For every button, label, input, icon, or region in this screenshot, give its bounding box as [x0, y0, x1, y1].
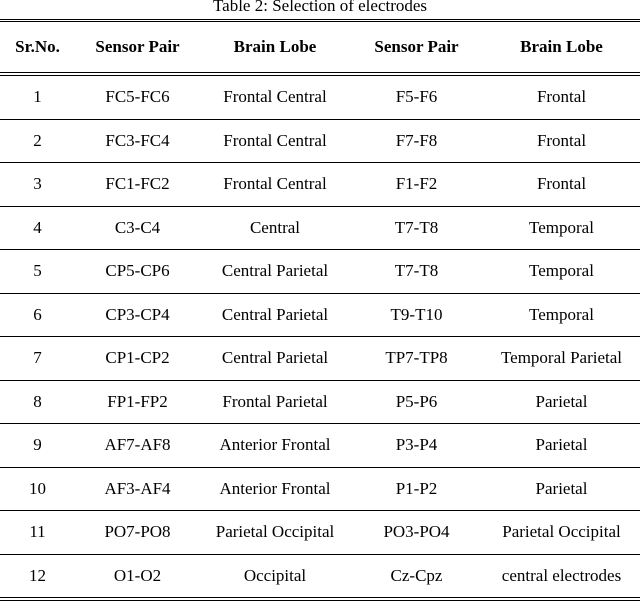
- header-brain-lobe-1: Brain Lobe: [200, 21, 350, 75]
- cell-srno: 5: [0, 250, 75, 294]
- cell-srno: 1: [33, 87, 42, 107]
- cell-brain-lobe-1: Frontal Parietal: [200, 380, 350, 424]
- cell-brain-lobe-2: Frontal: [483, 119, 640, 163]
- cell-srno: 4: [0, 206, 75, 250]
- table-row: [0, 511, 640, 555]
- cell-brain-lobe-1: Frontal Central: [200, 163, 350, 207]
- table-row: [0, 467, 640, 511]
- cell-sensor-pair-2: T7-T8: [350, 250, 483, 294]
- cell-sensor-pair-1: CP1-CP2: [75, 337, 200, 381]
- cell-srno: 6: [0, 293, 75, 337]
- cell-sensor-pair-2: T9-T10: [350, 293, 483, 337]
- table-row: [0, 380, 640, 424]
- cell-srno: 9: [0, 424, 75, 468]
- electrode-selection-table: [0, 19, 640, 601]
- cell-brain-lobe-1: Central Parietal: [200, 293, 350, 337]
- cell-sensor-pair-1: FC5-FC6: [105, 87, 170, 107]
- cell-sensor-pair-2: PO3-PO4: [350, 511, 483, 555]
- cell-brain-lobe-2: Temporal: [483, 206, 640, 250]
- cell-brain-lobe-2: Parietal: [483, 467, 640, 511]
- cell-srno: 8: [0, 380, 75, 424]
- cell-brain-lobe-1: Central Parietal: [200, 337, 350, 381]
- cell-srno: 12: [0, 554, 75, 599]
- cell-sensor-pair-1: PO7-PO8: [75, 511, 200, 555]
- table-body: [0, 74, 640, 599]
- cell-srno: 7: [0, 337, 75, 381]
- cell-brain-lobe-1: Frontal Central: [200, 119, 350, 163]
- table-row: [0, 119, 640, 163]
- cell-brain-lobe-2: Temporal Parietal: [483, 337, 640, 381]
- header-srno: Sr.No.: [0, 21, 75, 75]
- cell-brain-lobe-2: Parietal: [483, 380, 640, 424]
- cell-sensor-pair-1: AF7-AF8: [75, 424, 200, 468]
- cell-sensor-pair-1: FC1-FC2: [75, 163, 200, 207]
- header-sensor-pair-2: Sensor Pair: [350, 21, 483, 75]
- table-caption: Table 2: Selection of electrodes: [212, 0, 428, 15]
- cell-sensor-pair-1: CP3-CP4: [75, 293, 200, 337]
- cell-sensor-pair-1: CP5-CP6: [75, 250, 200, 294]
- cell-srno: 11: [0, 511, 75, 555]
- cell-brain-lobe-2: Parietal Occipital: [483, 511, 640, 555]
- cell-brain-lobe-1: Parietal Occipital: [200, 511, 350, 555]
- cell-sensor-pair-2: P3-P4: [350, 424, 483, 468]
- cell-brain-lobe-1: Central: [200, 206, 350, 250]
- cell-srno: 3: [0, 163, 75, 207]
- cell-sensor-pair-2: TP7-TP8: [350, 337, 483, 381]
- cell-sensor-pair-2: T7-T8: [350, 206, 483, 250]
- cell-sensor-pair-2: F5-F6: [395, 87, 438, 107]
- cell-brain-lobe-2: central electrodes: [483, 554, 640, 599]
- table-row: [0, 554, 640, 599]
- cell-brain-lobe-2: Temporal: [483, 293, 640, 337]
- table-row: [0, 424, 640, 468]
- cell-brain-lobe-1: Occipital: [200, 554, 350, 599]
- table-row: [0, 337, 640, 381]
- cell-srno: 2: [0, 119, 75, 163]
- cell-brain-lobe-1: Central Parietal: [200, 250, 350, 294]
- cell-sensor-pair-2: P1-P2: [350, 467, 483, 511]
- cell-sensor-pair-2: Cz-Cpz: [350, 554, 483, 599]
- table-row: [0, 206, 640, 250]
- cell-brain-lobe-2: Frontal: [483, 163, 640, 207]
- cell-brain-lobe-2: Frontal: [536, 87, 587, 107]
- cell-sensor-pair-2: P5-P6: [350, 380, 483, 424]
- cell-sensor-pair-1: FP1-FP2: [75, 380, 200, 424]
- table-row: [0, 293, 640, 337]
- cell-sensor-pair-1: O1-O2: [75, 554, 200, 599]
- cell-brain-lobe-1: Anterior Frontal: [200, 424, 350, 468]
- cell-brain-lobe-2: Parietal: [483, 424, 640, 468]
- table-header-row: [0, 21, 640, 75]
- header-sensor-pair-1: Sensor Pair: [75, 21, 200, 75]
- table-row: [0, 163, 640, 207]
- cell-sensor-pair-2: F7-F8: [350, 119, 483, 163]
- table-row: [0, 74, 640, 119]
- header-brain-lobe-2: Brain Lobe: [483, 21, 640, 75]
- cell-sensor-pair-1: FC3-FC4: [75, 119, 200, 163]
- cell-srno: 10: [0, 467, 75, 511]
- cell-sensor-pair-1: AF3-AF4: [75, 467, 200, 511]
- cell-brain-lobe-1: Frontal Central: [223, 87, 327, 107]
- cell-brain-lobe-1: Anterior Frontal: [200, 467, 350, 511]
- table-row: [0, 250, 640, 294]
- cell-brain-lobe-2: Temporal: [483, 250, 640, 294]
- cell-sensor-pair-2: F1-F2: [350, 163, 483, 207]
- cell-sensor-pair-1: C3-C4: [75, 206, 200, 250]
